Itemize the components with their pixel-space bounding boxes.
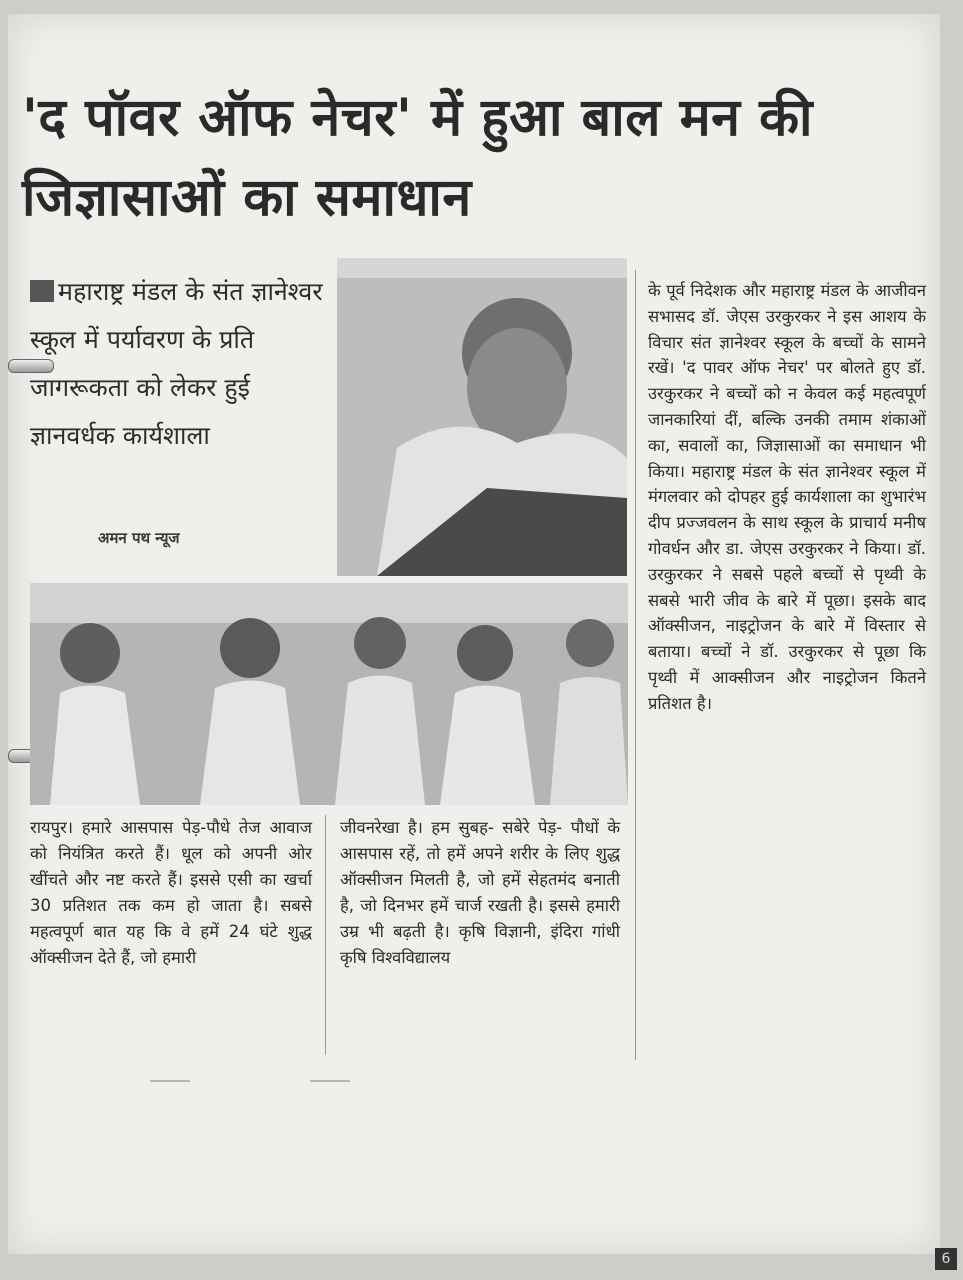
- students-photo-illustration: [30, 583, 628, 805]
- speaker-photo: [337, 258, 627, 576]
- page-number-badge: 6: [935, 1248, 957, 1270]
- deck-subheading: [30, 268, 330, 460]
- divider: [150, 1080, 190, 1082]
- article-column-1: रायपुर। हमारे आसपास पेड़-पौधे तेज आवाज को नियंत्रित करते हैं। धूल को अपनी ओर खींचते और नष्ट करते हैं। इससे एसी का खर्चा 30 प्रतिशत तक कम हो जाता है। सबसे महत्वपूर्ण बात यह कि वे हमें 24 घंटे शुद्ध ऑक्सीजन देते हैं, जो हमारी: [30, 818, 312, 967]
- article-column-3: के पूर्व निदेशक और महाराष्ट्र मंडल के आजीवन सभासद डॉ. जेएस उरकुरकर ने इस आशय के विचार संत ज्ञानेश्वर स्कूल के बच्चों के सामने रखें। 'द पावर ऑफ नेचर' पर बोलते हुए डॉ. उरकुरकर ने बच्चों को न केवल कई महत्वपूर्ण जानकारियां दीं, बल्कि उनकी तमाम शंकाओं का, सवालों का, जिज्ञासाओं का समाधान भी किया। महाराष्ट्र मंडल के संत ज्ञानेश्वर स्कूल में मंगलवार को दोपहर हुई कार्यशाला का शुभारंभ दीप प्रज्जवलन के साथ स्कूल के प्राचार्य मनीष गोवर्धन और डा. जेएस उरकुरकर ने किया। डॉ. उरकुरकर ने सबसे पहले बच्चों से पृथ्वी के सबसे भारी जीव के बारे में पूछा। इसके बाद ऑक्सीजन, नाइट्रोजन के बारे में विस्तार से बताया। बच्चों ने डॉ. उरकुरकर से पूछा कि पृथ्वी में आक्सीजन और नाइट्रोजन कितने प्रतिशत है।: [648, 281, 926, 713]
- column-divider: [325, 815, 326, 1055]
- column-divider: [635, 270, 636, 1060]
- bullet-square-icon: [30, 280, 54, 302]
- headline: 'द पॉवर ऑफ नेचर' में हुआ बाल मन की जिज्ञासाओं का समाधान: [22, 88, 814, 228]
- deck-text: महाराष्ट्र मंडल के संत ज्ञानेश्वर स्कूल में पर्यावरण के प्रति जागरूकता को लेकर हुई ज्ञानवर्धक कार्यशाला: [30, 277, 323, 450]
- speaker-photo-illustration: [337, 258, 627, 576]
- divider: [310, 1080, 350, 1082]
- article-column-2: जीवनरेखा है। हम सुबह- सबेरे पेड़- पौधों के आसपास रहें, तो हमें अपने शरीर के लिए शुद्ध ऑक्सीजन मिलती है, जो हमें सेहतमंद बनाती है, जो दिनभर हमें चार्ज रखती है। इससे हमारी उम्र भी बढ़ती है। कृषि विज्ञानी, इंदिरा गांधी कृषि विश्वविद्यालय: [340, 818, 620, 967]
- students-photo: [30, 583, 628, 805]
- byline: अमन पथ न्यूज: [98, 529, 180, 547]
